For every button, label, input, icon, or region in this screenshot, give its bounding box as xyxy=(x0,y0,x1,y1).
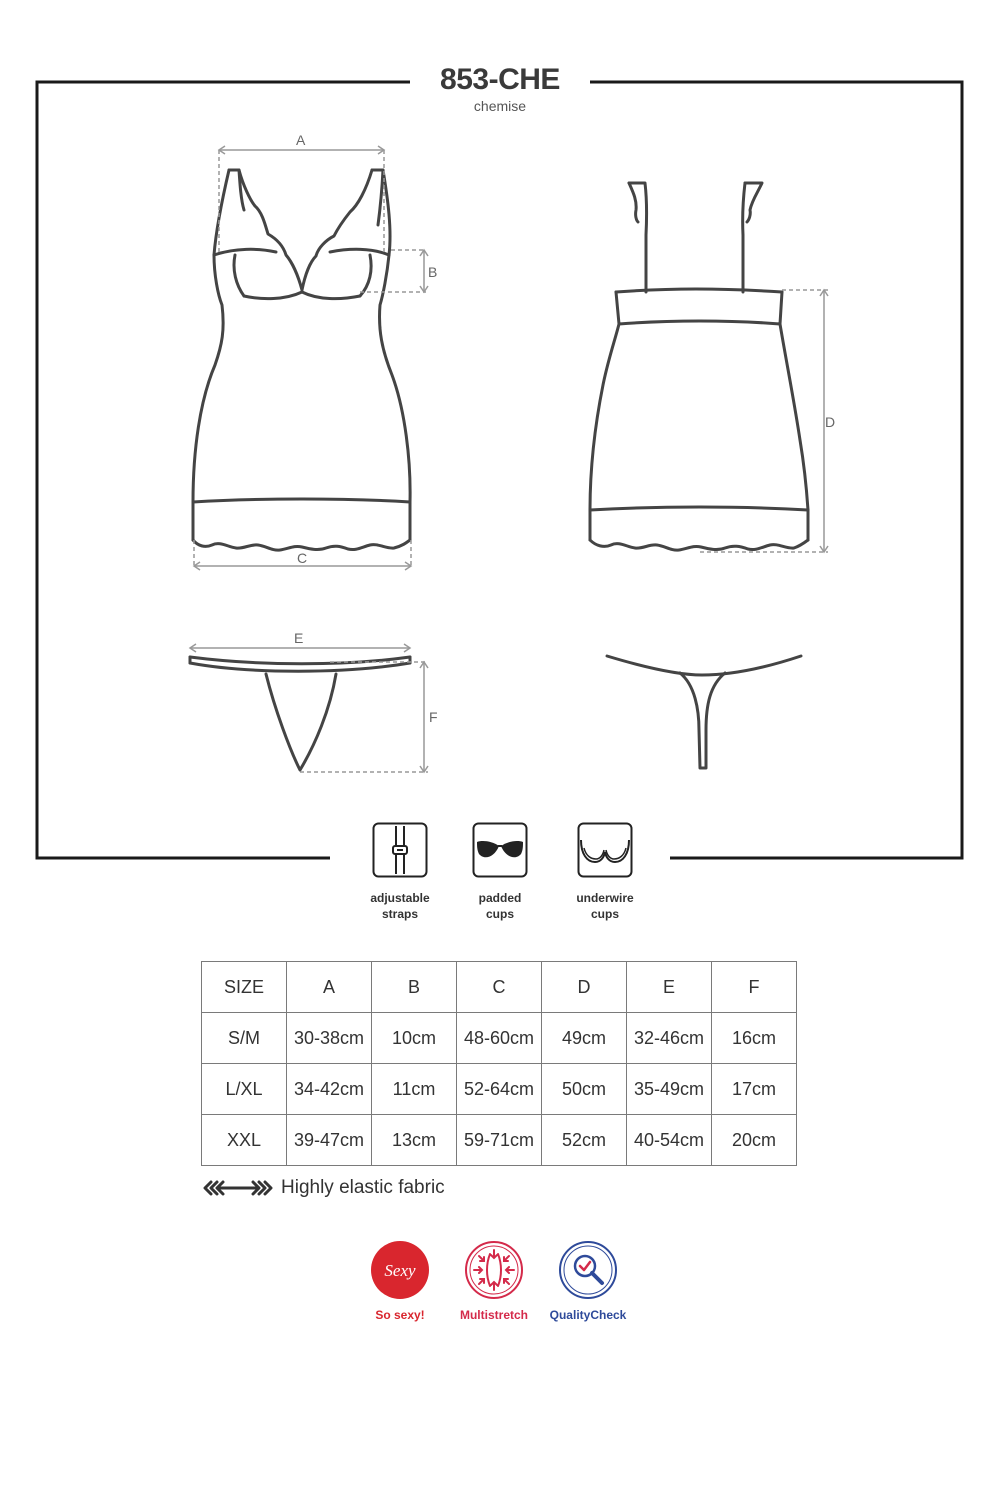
badge-label: Multistretch xyxy=(459,1308,528,1322)
dimension-label-a: A xyxy=(296,132,306,148)
stretch-arrows-icon xyxy=(203,1176,273,1200)
badge-label: QualityCheck xyxy=(549,1308,627,1322)
table-row xyxy=(202,1013,797,1064)
table-row xyxy=(202,1115,797,1166)
product-type: chemise xyxy=(473,98,527,114)
table-cell: 17cm xyxy=(712,1064,797,1115)
feature-label: underwire cups xyxy=(576,891,634,921)
badge-quality-check xyxy=(540,1240,636,1322)
table-header-row xyxy=(202,962,797,1013)
table-cell: 39-47cm xyxy=(287,1115,372,1166)
table-cell: 30-38cm xyxy=(287,1013,372,1064)
table-header-cell: C xyxy=(457,962,542,1013)
feature-label: padded cups xyxy=(478,891,522,921)
table-cell: 35-49cm xyxy=(627,1064,712,1115)
table-cell: 20cm xyxy=(712,1115,797,1166)
feature-icons xyxy=(355,822,655,932)
table-cell: L/XL xyxy=(202,1064,287,1115)
feature-label: adjustable straps xyxy=(370,891,430,921)
table-cell: 50cm xyxy=(542,1064,627,1115)
dimension-label-e: E xyxy=(294,630,304,646)
product-code: 853-CHE xyxy=(440,63,560,96)
dimension-label-f: F xyxy=(429,709,438,725)
table-cell: 49cm xyxy=(542,1013,627,1064)
svg-text:Sexy: Sexy xyxy=(384,1261,416,1280)
dimension-label-c: C xyxy=(297,550,308,566)
badge-so-sexy xyxy=(352,1240,448,1322)
underwire-cups-icon xyxy=(577,822,633,878)
table-row xyxy=(202,1064,797,1115)
table-cell: 34-42cm xyxy=(287,1064,372,1115)
chemise-back-drawing xyxy=(590,183,808,550)
table-header-cell: B xyxy=(372,962,457,1013)
feature-adjustable-straps xyxy=(355,822,445,922)
table-header-cell: A xyxy=(287,962,372,1013)
badge-label: So sexy! xyxy=(375,1308,425,1322)
table-cell: S/M xyxy=(202,1013,287,1064)
thong-back-drawing xyxy=(607,656,801,768)
table-cell: 52-64cm xyxy=(457,1064,542,1115)
dimension-label-d: D xyxy=(825,414,836,430)
table-cell: 40-54cm xyxy=(627,1115,712,1166)
quality-badges xyxy=(360,1240,650,1340)
table-header-cell: E xyxy=(627,962,712,1013)
elastic-note-text: Highly elastic fabric xyxy=(281,1177,445,1198)
quality-check-icon xyxy=(558,1240,618,1300)
badge-multistretch xyxy=(446,1240,542,1322)
table-cell: 13cm xyxy=(372,1115,457,1166)
sexy-badge-icon xyxy=(370,1240,430,1300)
table-cell: 16cm xyxy=(712,1013,797,1064)
thong-front-drawing xyxy=(190,657,410,770)
table-cell: 52cm xyxy=(542,1115,627,1166)
table-header-cell: SIZE xyxy=(202,962,287,1013)
adjustable-straps-icon xyxy=(372,822,428,878)
size-table xyxy=(201,961,797,1166)
feature-underwire-cups xyxy=(560,822,650,922)
table-cell: 11cm xyxy=(372,1064,457,1115)
dimension-label-b: B xyxy=(428,264,438,280)
table-cell: 32-46cm xyxy=(627,1013,712,1064)
table-header-cell: D xyxy=(542,962,627,1013)
table-cell: XXL xyxy=(202,1115,287,1166)
table-cell: 10cm xyxy=(372,1013,457,1064)
chemise-front-drawing xyxy=(193,170,410,550)
feature-padded-cups xyxy=(455,822,545,922)
table-header-cell: F xyxy=(712,962,797,1013)
padded-cups-icon xyxy=(472,822,528,878)
table-cell: 48-60cm xyxy=(457,1013,542,1064)
table-cell: 59-71cm xyxy=(457,1115,542,1166)
multistretch-icon xyxy=(464,1240,524,1300)
